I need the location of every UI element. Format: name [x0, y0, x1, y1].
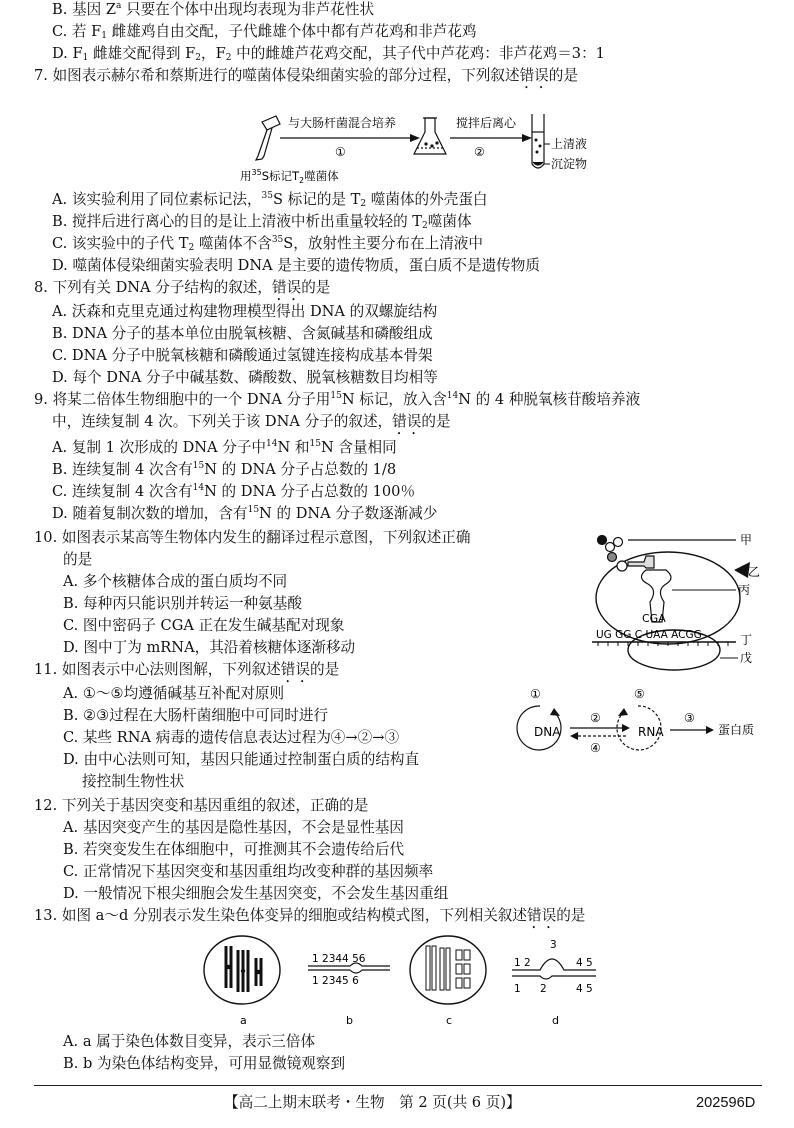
- supernatant-label: 上清液: [551, 137, 588, 151]
- q9-stem-cont: 中，连续复制 4 次。下列关于该 DNA 分子的叙述，错误的是: [52, 413, 451, 430]
- dna-label: DNA: [534, 725, 561, 739]
- q7-stem: 7. 如图表示赫尔希和蔡斯进行的噬菌体侵染细菌实验的部分过程，下列叙述错误的是: [34, 67, 578, 84]
- label-ding: 丁: [740, 633, 753, 647]
- q9-option-d: D. 随着复制次数的增加，含有$^{15}$N 的 DNA 分子数逐渐减少: [52, 505, 438, 522]
- label-wu: 戊: [740, 651, 753, 665]
- q11-central-dogma-figure: [510, 684, 772, 760]
- caption-a: a: [240, 1014, 247, 1027]
- q7-option-b: B. 搅拌后进行离心的目的是让上清液中析出重量较轻的 $T_2$噬菌体: [52, 213, 472, 231]
- q12-option-b: B. 若突变发生在体细胞中，可推测其不会遗传给后代: [63, 841, 405, 858]
- q10-option-c: C. 图中密码子 CGA 正在发生碱基配对现象: [63, 617, 345, 634]
- q10-option-a: A. 多个核糖体合成的蛋白质均不同: [63, 573, 288, 590]
- q11-option-a: A. ①～⑤均遵循碱基互补配对原则: [63, 685, 285, 702]
- num-5: ⑤: [634, 687, 645, 701]
- q9-option-b: B. 连续复制 4 次含有$^{15}$N 的 DNA 分子占总数的 1/8: [52, 461, 397, 478]
- q11-option-d: D. 由中心法则可知，基因只能通过控制蛋白质的结构直: [63, 751, 420, 768]
- pipette-caption: 用$^{35}$S标记$T_2$噬菌体: [240, 168, 339, 185]
- chromosome-b: [308, 953, 390, 987]
- q8-option-b: B. DNA 分子的基本单位由脱氧核糖、含氮碱基和磷酸组成: [52, 325, 433, 342]
- q6-option-c: C. 若 $F_1$ 雌雄鸡自由交配，子代雌雄个体中都有芦花鸡和非芦花鸡: [52, 23, 477, 41]
- q12-option-d: D. 一般情况下根尖细胞会发生基因突变，不会发生基因重组: [63, 885, 449, 902]
- q12-option-c: C. 正常情况下基因突变和基因重组均改变种群的基因频率: [63, 863, 434, 880]
- q13-stem: 13. 如图 a～d 分别表示发生染色体变异的细胞或结构模式图，下列相关叙述错误的是: [34, 907, 586, 924]
- d-bottom-left: 1: [514, 983, 521, 995]
- q10-stem: 10. 如图表示某高等生物体内发生的翻译过程示意图，下列叙述正确: [34, 529, 471, 546]
- label-jia: 甲: [740, 533, 753, 547]
- q8-stem: 8. 下列有关 DNA 分子结构的叙述，错误的是: [34, 279, 331, 296]
- q12-option-a: A. 基因突变产生的基因是隐性基因，不会是显性基因: [63, 819, 404, 836]
- step1-label: 与大肠杆菌混合培养: [288, 116, 397, 130]
- q7-figure: [240, 112, 620, 188]
- test-tube-icon: [532, 114, 544, 168]
- d-bottom-right: 4 5: [576, 983, 593, 995]
- peptide-chain: [598, 536, 737, 562]
- caption-c: c: [446, 1014, 453, 1027]
- q11-option-d-cont: 接控制生物性状: [82, 773, 185, 790]
- q13-option-a: A. a 属于染色体数目变异，表示三倍体: [63, 1033, 316, 1050]
- d-bottom-mid: 2: [540, 983, 547, 995]
- q11-option-c: C. 某些 RNA 病毒的遗传信息表达过程为④→②→③: [63, 729, 400, 746]
- footer-rule: [34, 1085, 762, 1086]
- footer-title: 【高二上期末联考・生物 第 2 页(共 6 页)】: [224, 1094, 521, 1111]
- q11-stem: 11. 如图表示中心法则图解，下列叙述错误的是: [34, 661, 340, 678]
- cell-c: [410, 936, 486, 1004]
- chromosome-d: [512, 939, 596, 995]
- num-2: ②: [590, 711, 601, 725]
- anticodon-label: CGA: [642, 612, 666, 625]
- q6-option-b: B. 基因 $Z^a$ 只要在个体中出现均表现为非芦花性状: [52, 1, 375, 18]
- num-4: ④: [590, 741, 601, 755]
- q9-stem: 9. 将某二倍体生物细胞中的一个 DNA 分子用$^{15}$N 标记，放入含$^{14}$N 的 4 种脱氧核苷酸培养液: [34, 391, 641, 408]
- caption-b: b: [346, 1014, 353, 1027]
- q11-option-b: B. ②③过程在大肠杆菌细胞中可同时进行: [63, 707, 329, 724]
- q9-option-c: C. 连续复制 4 次含有$^{14}$N 的 DNA 分子占总数的 100％: [52, 483, 416, 500]
- q7-option-d: D. 噬菌体侵染细菌实验表明 DNA 是主要的遗传物质，蛋白质不是遗传物质: [52, 257, 540, 274]
- step1-number: ①: [335, 145, 346, 159]
- q10-stem-cont: 的是: [63, 551, 93, 568]
- d-top-left: 1 2: [514, 957, 531, 969]
- q10-option-b: B. 每种丙只能识别并转运一种氨基酸: [63, 595, 302, 612]
- q13-option-b: B. b 为染色体结构变异，可用显微镜观察到: [63, 1055, 346, 1072]
- pipette-icon: [256, 116, 280, 160]
- cell-a: [204, 936, 280, 1004]
- q10-option-d: D. 图中丁为 mRNA，其沿着核糖体逐渐移动: [63, 639, 356, 656]
- step2-label: 搅拌后离心: [456, 116, 517, 130]
- q9-option-a: A. 复制 1 次形成的 DNA 分子中$^{14}$N 和$^{15}$N 含量相同: [52, 439, 397, 456]
- d-top-right: 4 5: [576, 957, 593, 969]
- q8-option-a: A. 沃森和克里克通过构建物理模型得出 DNA 的双螺旋结构: [52, 303, 438, 320]
- num-1: ①: [530, 687, 541, 701]
- label-bing: 丙: [738, 583, 751, 597]
- q8-option-d: D. 每个 DNA 分子中碱基数、磷酸数、脱氧核糖数目均相等: [52, 369, 438, 386]
- q12-stem: 12. 下列关于基因突变和基因重组的叙述，正确的是: [34, 797, 369, 814]
- mrna-sequence: UG GG C UAA ACGG: [596, 629, 702, 641]
- q8-option-c: C. DNA 分子中脱氧核糖和磷酸通过氢键连接构成基本骨架: [52, 347, 433, 364]
- b-top-genes: 1 2344 56: [312, 953, 366, 965]
- rna-label: RNA: [638, 725, 664, 739]
- flask-icon: [414, 118, 446, 154]
- q10-figure: [588, 526, 764, 678]
- protein-label: 蛋白质: [718, 723, 755, 737]
- sediment-label: 沉淀物: [551, 157, 588, 171]
- step2-number: ②: [474, 145, 485, 159]
- q6-option-d: D. $F_1$ 雌雄交配得到 $F_2$，$F_2$ 中的雌雄芦花鸡交配，其子代中芦花鸡：非芦花鸡＝3：1: [52, 45, 605, 63]
- footer-code: 202596D: [696, 1095, 756, 1111]
- label-yi: 乙: [748, 565, 761, 579]
- q7-option-c: C. 该实验中的子代 $T_2$ 噬菌体不含$^{35}$S，放射性主要分布在上清液中: [52, 235, 483, 253]
- b-bottom-genes: 1 2345 6: [312, 975, 359, 987]
- caption-d: d: [552, 1014, 559, 1027]
- q7-option-a: A. 该实验利用了同位素标记法，$^{35}$S 标记的是 $T_2$ 噬菌体的外壳蛋白: [52, 191, 488, 209]
- num-3: ③: [684, 711, 695, 725]
- d-gene-3: 3: [550, 939, 557, 951]
- q13-figure: [200, 930, 620, 1030]
